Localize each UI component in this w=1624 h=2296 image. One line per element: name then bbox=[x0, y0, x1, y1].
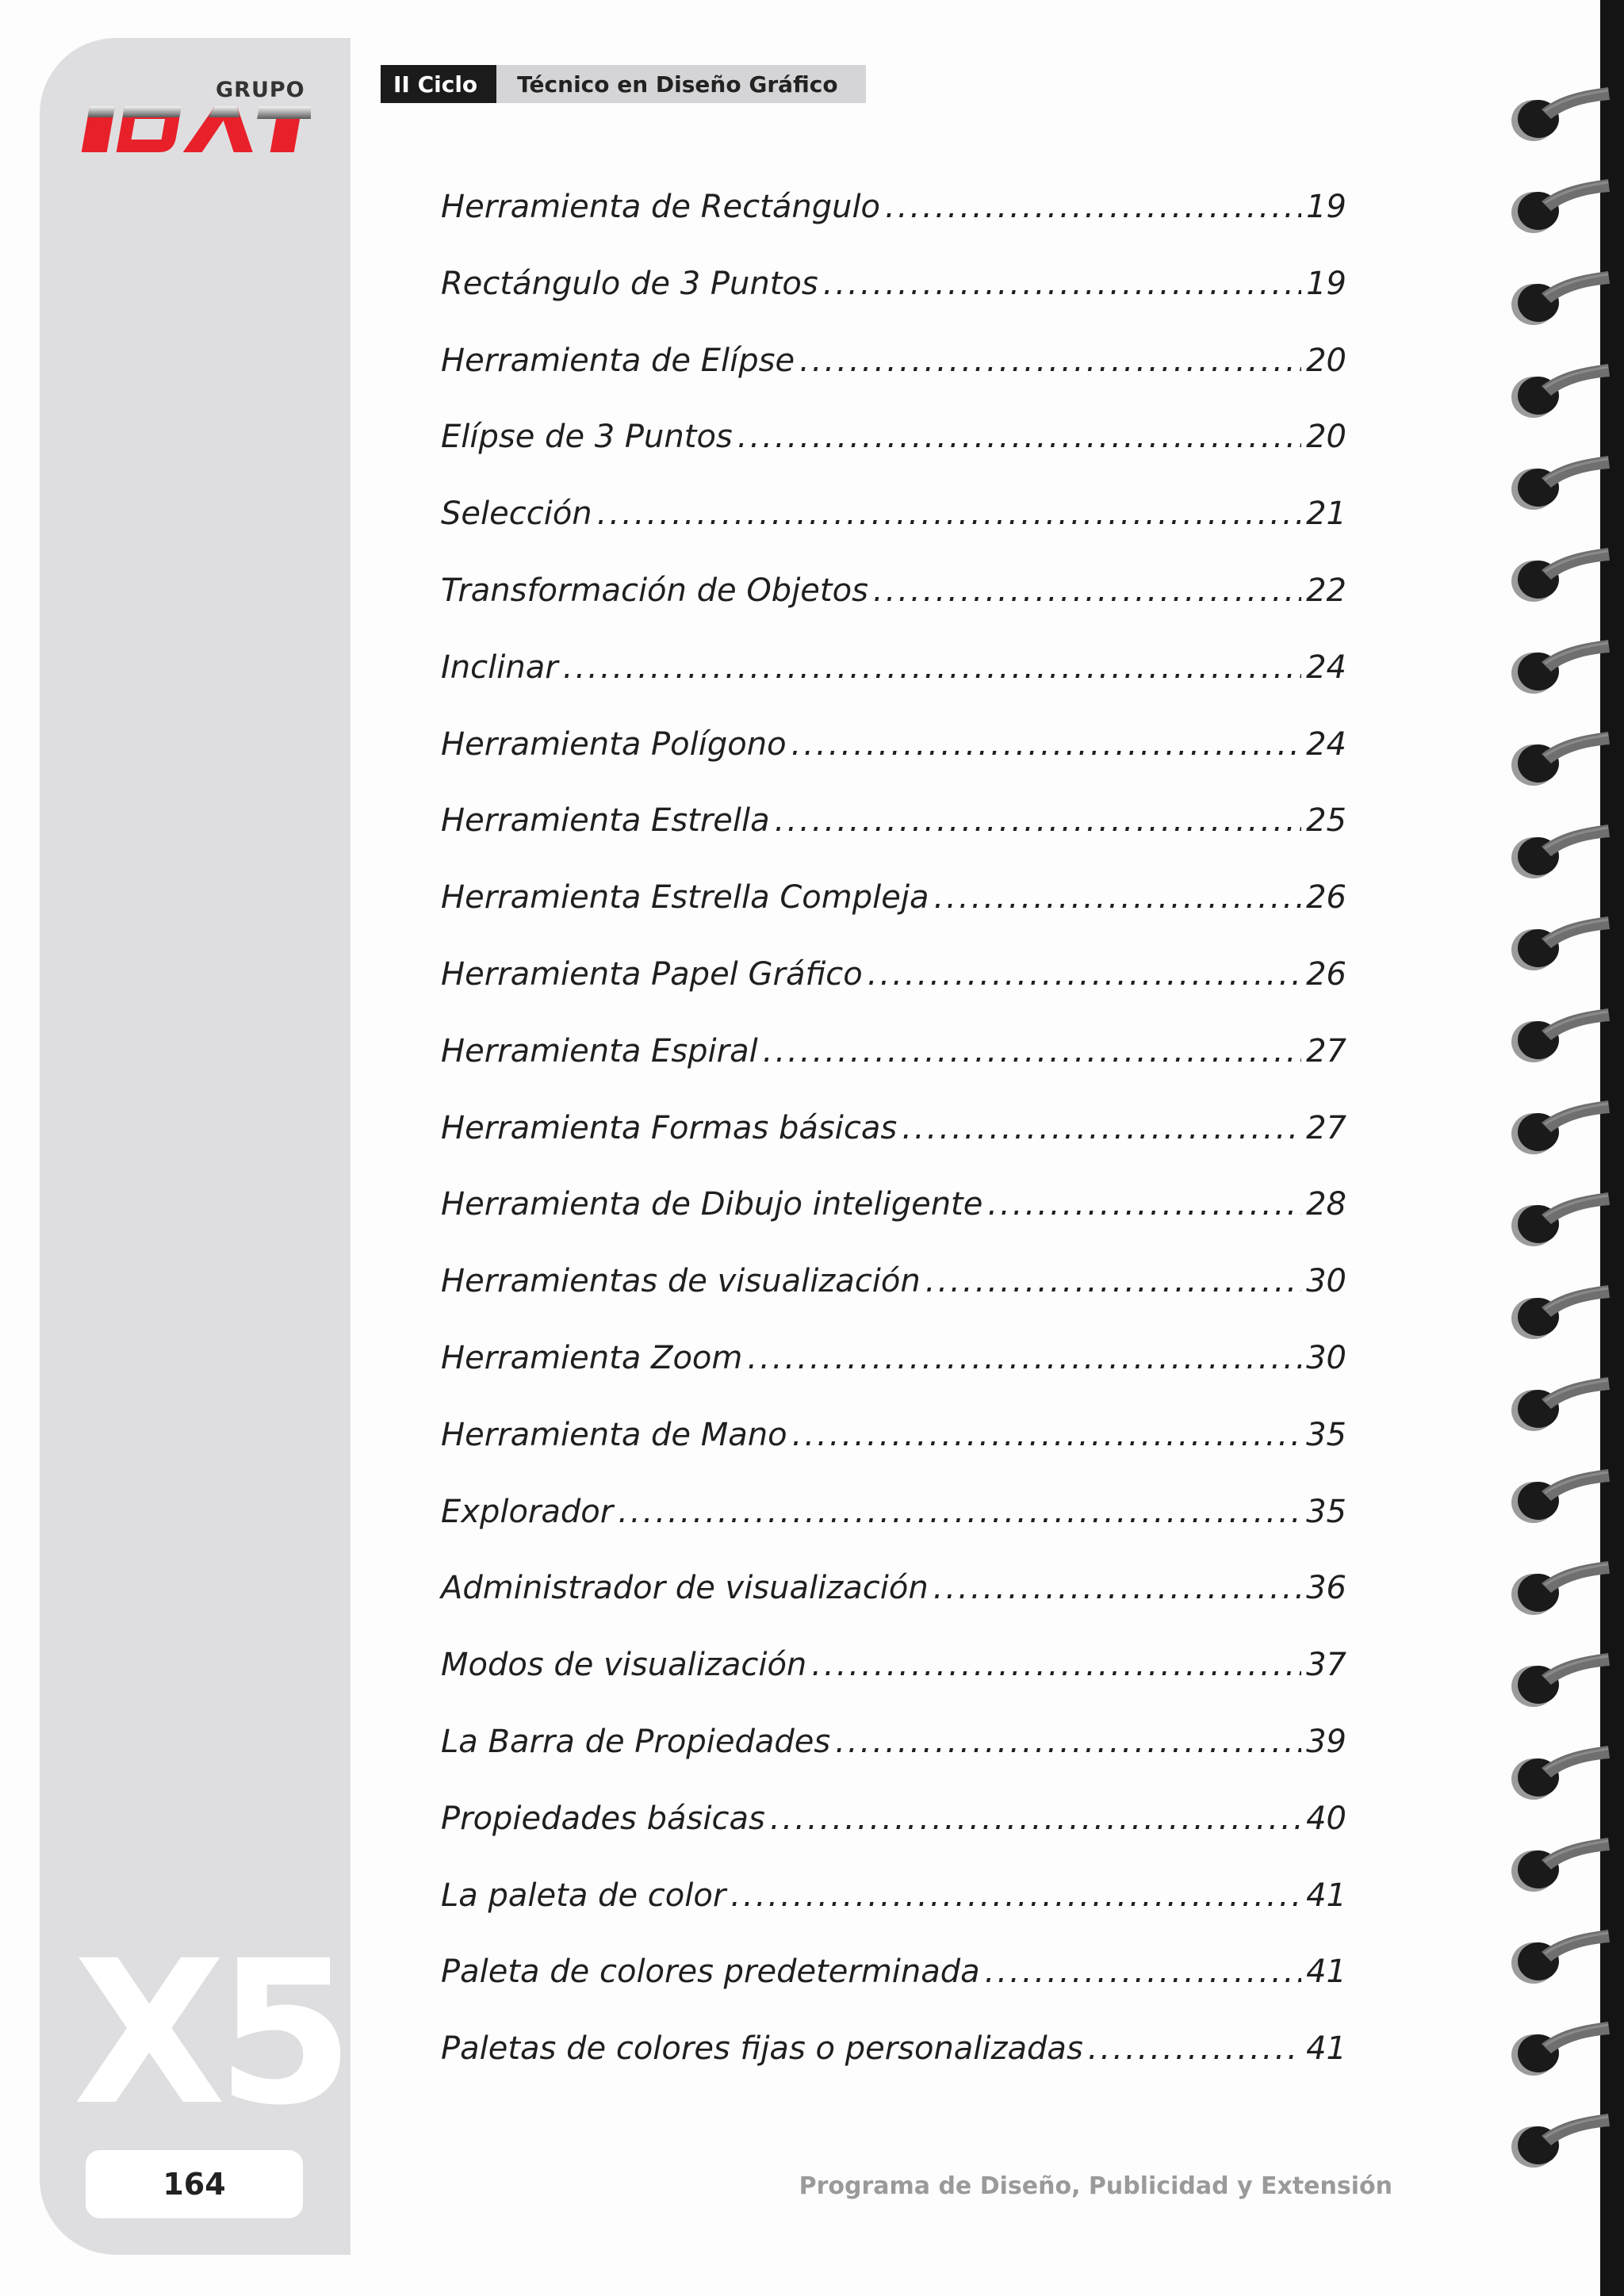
toc-entry-page: 26 bbox=[1306, 955, 1346, 993]
toc-entry[interactable] bbox=[441, 649, 1346, 726]
toc-dot-leader bbox=[770, 1800, 1301, 1837]
logo-grupo-label: GRUPO bbox=[216, 78, 305, 102]
toc-entry-title: Herramientas de visualización bbox=[441, 1263, 921, 1300]
toc-dot-leader bbox=[823, 266, 1301, 302]
header-band bbox=[381, 65, 866, 103]
toc-entry-page: 36 bbox=[1306, 1570, 1346, 1607]
binding-ring bbox=[1507, 171, 1624, 243]
toc-entry-page: 19 bbox=[1306, 265, 1346, 302]
toc-entry-page: 27 bbox=[1306, 1109, 1346, 1146]
binding-ring bbox=[1507, 909, 1624, 980]
idat-wordmark bbox=[81, 101, 311, 157]
course-title: Técnico en Diseño Gráfico bbox=[496, 65, 866, 103]
binding-ring bbox=[1507, 1922, 1624, 1993]
toc-entry-title: Herramienta de Rectángulo bbox=[441, 189, 881, 225]
binding-ring bbox=[1507, 1738, 1624, 1809]
binding-ring bbox=[1507, 1184, 1624, 1256]
binding-ring bbox=[1507, 1461, 1624, 1533]
toc-entry-page: 37 bbox=[1306, 1647, 1346, 1684]
toc-entry-page: 41 bbox=[1306, 1877, 1346, 1914]
binding-ring bbox=[1507, 1001, 1624, 1072]
binding-ring bbox=[1507, 1369, 1624, 1441]
toc-entry-title: Explorador bbox=[441, 1493, 614, 1530]
toc-entry[interactable] bbox=[441, 802, 1346, 879]
toc-entry-title: Rectángulo de 3 Puntos bbox=[441, 265, 818, 302]
toc-dot-leader bbox=[868, 956, 1301, 993]
toc-entry[interactable] bbox=[441, 419, 1346, 496]
toc-entry-page: 21 bbox=[1306, 496, 1346, 533]
toc-entry-page: 41 bbox=[1306, 1954, 1346, 1991]
toc-dot-leader bbox=[563, 649, 1301, 686]
version-watermark: X5 bbox=[73, 1918, 345, 2149]
toc-entry-page: 39 bbox=[1306, 1723, 1346, 1760]
toc-entry-title: La paleta de color bbox=[441, 1877, 726, 1914]
toc-entry[interactable] bbox=[441, 1110, 1346, 1187]
binding-ring bbox=[1507, 817, 1624, 888]
toc-entry-page: 35 bbox=[1306, 1416, 1346, 1453]
binding-ring bbox=[1507, 632, 1624, 703]
toc-entry[interactable] bbox=[441, 956, 1346, 1033]
binding-ring bbox=[1507, 2106, 1624, 2177]
toc-entry-title: Elípse de 3 Puntos bbox=[441, 419, 733, 456]
toc-entry-page: 30 bbox=[1306, 1339, 1346, 1376]
toc-dot-leader bbox=[747, 1340, 1301, 1376]
binding-ring bbox=[1507, 79, 1624, 151]
binding-ring bbox=[1507, 448, 1624, 519]
spiral-binding bbox=[1507, 0, 1624, 2296]
toc-dot-leader bbox=[1088, 2030, 1301, 2067]
toc-dot-leader bbox=[987, 1186, 1301, 1223]
table-of-contents bbox=[441, 189, 1346, 2107]
cycle-label: II Ciclo bbox=[381, 65, 496, 103]
toc-dot-leader bbox=[985, 1954, 1301, 1990]
toc-entry[interactable] bbox=[441, 879, 1346, 956]
toc-entry[interactable] bbox=[441, 1800, 1346, 1877]
toc-entry[interactable] bbox=[441, 1186, 1346, 1263]
toc-entry-title: Herramienta de Mano bbox=[441, 1416, 787, 1453]
toc-entry[interactable] bbox=[441, 1494, 1346, 1571]
toc-entry-title: Herramienta Polígono bbox=[441, 725, 787, 763]
toc-dot-leader bbox=[597, 496, 1301, 532]
binding-ring bbox=[1507, 540, 1624, 611]
toc-dot-leader bbox=[730, 1877, 1301, 1914]
binding-ring bbox=[1507, 1553, 1624, 1624]
toc-entry-title: Herramienta de Elípse bbox=[441, 342, 795, 379]
toc-entry-title: Propiedades básicas bbox=[441, 1800, 765, 1837]
toc-entry-page: 26 bbox=[1306, 879, 1346, 916]
toc-entry-page: 41 bbox=[1306, 2030, 1346, 2068]
binding-ring bbox=[1507, 1645, 1624, 1716]
toc-entry-title: Herramienta Espiral bbox=[441, 1032, 758, 1070]
binding-ring bbox=[1507, 263, 1624, 335]
toc-entry[interactable] bbox=[441, 1877, 1346, 1954]
toc-dot-leader bbox=[799, 342, 1301, 379]
toc-dot-leader bbox=[835, 1724, 1301, 1760]
toc-entry-title: La Barra de Propiedades bbox=[441, 1723, 831, 1760]
toc-dot-leader bbox=[933, 879, 1301, 916]
binding-ring bbox=[1507, 1277, 1624, 1349]
toc-entry-title: Herramienta Estrella Compleja bbox=[441, 879, 929, 916]
binding-ring bbox=[1507, 724, 1624, 795]
toc-entry-title: Herramienta de Dibujo inteligente bbox=[441, 1186, 983, 1223]
toc-entry-page: 27 bbox=[1306, 1032, 1346, 1070]
toc-entry-title: Herramienta Formas básicas bbox=[441, 1109, 898, 1146]
toc-entry[interactable] bbox=[441, 1570, 1346, 1647]
toc-entry[interactable] bbox=[441, 342, 1346, 419]
toc-entry[interactable] bbox=[441, 2030, 1346, 2107]
toc-dot-leader bbox=[791, 726, 1302, 763]
toc-entry[interactable] bbox=[441, 189, 1346, 266]
toc-entry-title: Inclinar bbox=[441, 649, 558, 686]
toc-entry-page: 22 bbox=[1306, 572, 1346, 609]
toc-entry-page: 24 bbox=[1306, 725, 1346, 763]
toc-dot-leader bbox=[933, 1570, 1301, 1606]
binding-ring bbox=[1507, 1093, 1624, 1164]
toc-entry-page: 28 bbox=[1306, 1186, 1346, 1223]
toc-dot-leader bbox=[775, 802, 1301, 839]
binding-ring bbox=[1507, 1830, 1624, 1901]
toc-entry-title: Herramienta Papel Gráfico bbox=[441, 955, 863, 993]
toc-entry[interactable] bbox=[441, 1033, 1346, 1110]
binding-ring bbox=[1507, 356, 1624, 427]
toc-entry-title: Transformación de Objetos bbox=[441, 572, 868, 609]
toc-entry[interactable] bbox=[441, 1724, 1346, 1800]
toc-entry-page: 35 bbox=[1306, 1493, 1346, 1530]
toc-entry-title: Modos de visualización bbox=[441, 1647, 807, 1684]
toc-entry-title: Herramienta Zoom bbox=[441, 1339, 743, 1376]
toc-dot-leader bbox=[925, 1263, 1301, 1299]
binding-ring bbox=[1507, 2014, 1624, 2085]
toc-entry-page: 24 bbox=[1306, 649, 1346, 686]
toc-entry-page: 25 bbox=[1306, 802, 1346, 840]
toc-entry-page: 40 bbox=[1306, 1800, 1346, 1837]
toc-dot-leader bbox=[885, 189, 1301, 225]
toc-entry[interactable] bbox=[441, 572, 1346, 649]
toc-entry-page: 20 bbox=[1306, 419, 1346, 456]
toc-dot-leader bbox=[902, 1110, 1301, 1146]
toc-entry-title: Administrador de visualización bbox=[441, 1570, 929, 1607]
toc-entry-page: 20 bbox=[1306, 342, 1346, 379]
toc-entry[interactable] bbox=[441, 726, 1346, 803]
page-number: 164 bbox=[86, 2150, 303, 2218]
toc-dot-leader bbox=[873, 572, 1301, 609]
footer-program-text: Programa de Diseño, Publicidad y Extensión bbox=[799, 2172, 1392, 2200]
toc-entry[interactable] bbox=[441, 1647, 1346, 1724]
toc-entry[interactable] bbox=[441, 1340, 1346, 1417]
toc-dot-leader bbox=[763, 1033, 1301, 1070]
toc-entry-title: Paletas de colores fijas o personalizadas bbox=[441, 2030, 1083, 2068]
toc-entry[interactable] bbox=[441, 1417, 1346, 1494]
toc-entry[interactable] bbox=[441, 1263, 1346, 1340]
toc-dot-leader bbox=[618, 1494, 1301, 1530]
toc-entry[interactable] bbox=[441, 1954, 1346, 2030]
toc-entry-page: 19 bbox=[1306, 189, 1346, 225]
toc-entry-title: Paleta de colores predeterminada bbox=[441, 1954, 980, 1991]
toc-entry[interactable] bbox=[441, 266, 1346, 342]
idat-logo bbox=[81, 78, 311, 165]
toc-dot-leader bbox=[792, 1417, 1301, 1453]
toc-entry-title: Selección bbox=[441, 496, 592, 533]
toc-dot-leader bbox=[811, 1647, 1301, 1683]
toc-entry[interactable] bbox=[441, 496, 1346, 572]
toc-dot-leader bbox=[737, 419, 1301, 455]
toc-entry-title: Herramienta Estrella bbox=[441, 802, 770, 840]
toc-entry-page: 30 bbox=[1306, 1263, 1346, 1300]
